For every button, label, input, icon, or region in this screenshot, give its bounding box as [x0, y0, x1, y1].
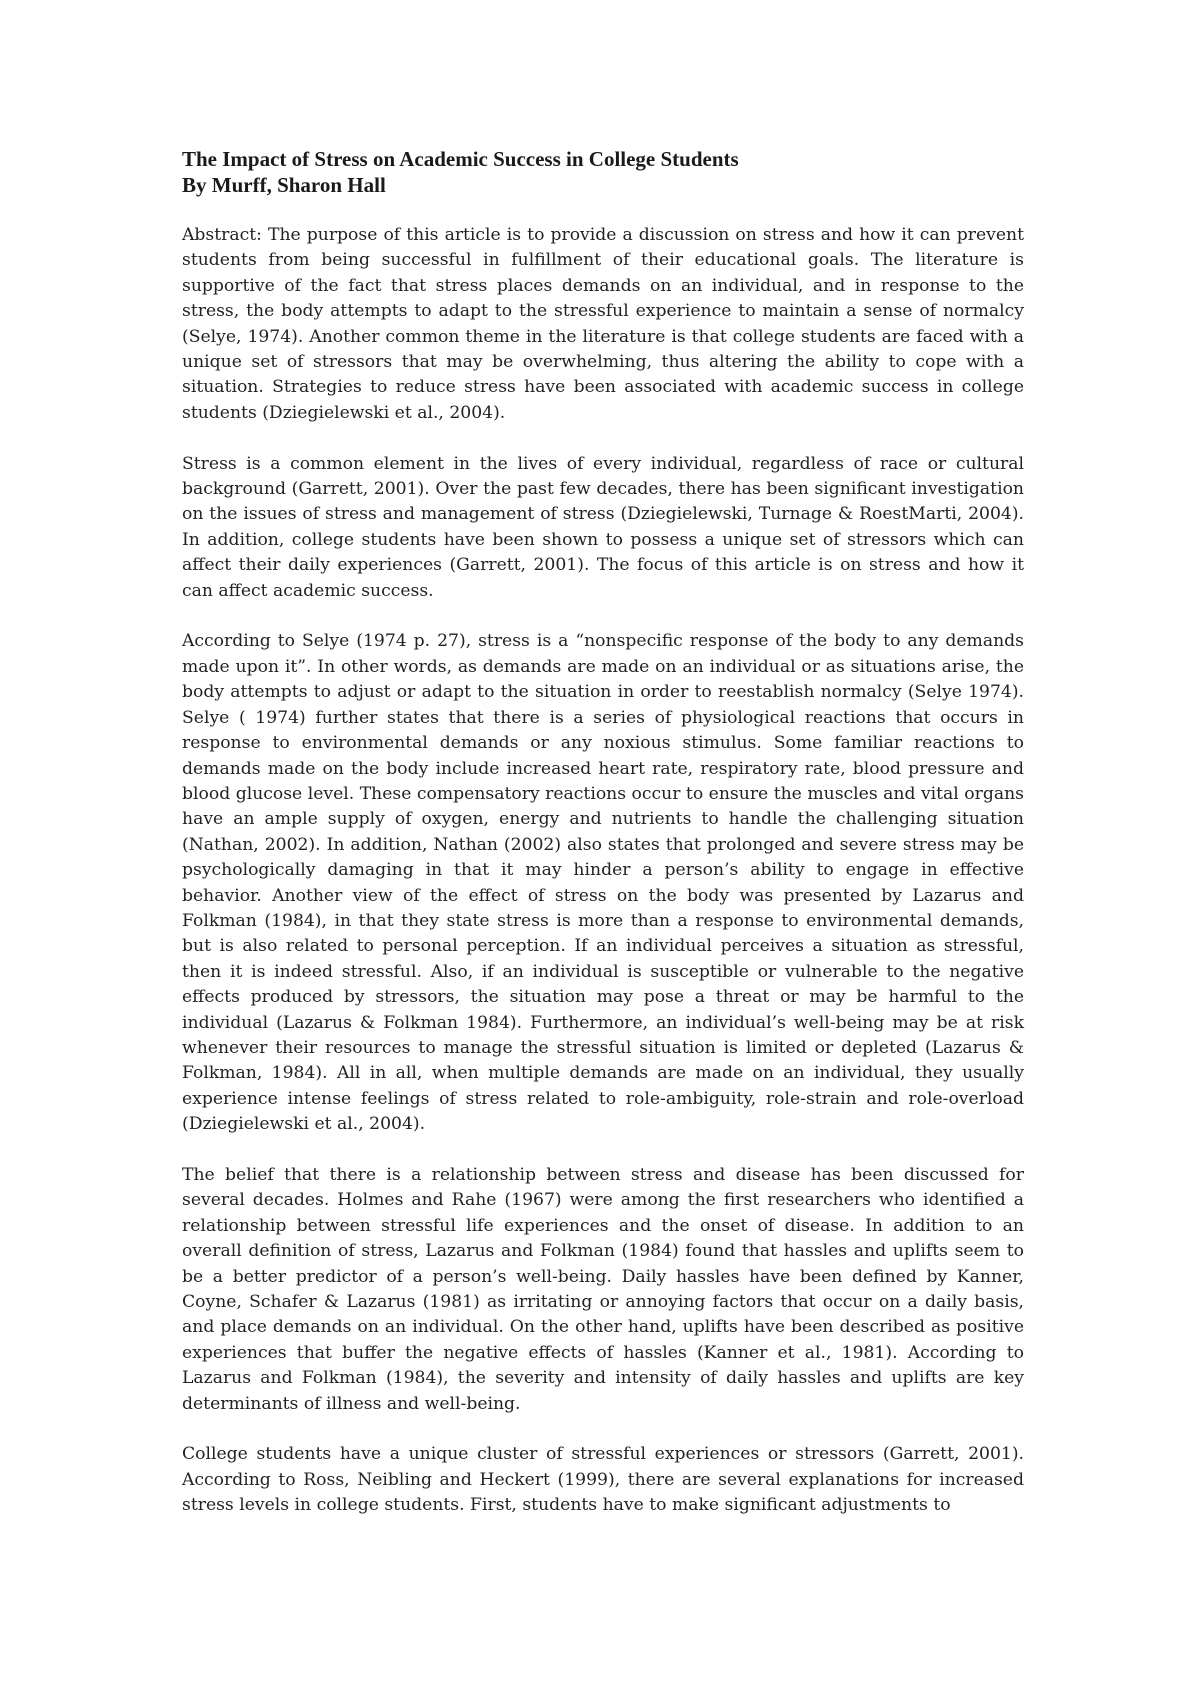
body-paragraph: Stress is a common element in the lives of every individual, regardless of race or cultural background (Garrett, 2001). Over the past few decades, there has been significant investigation on the issues of stress and management of stress (Dziegielewski, Turnage & RoestMarti, 2004). In addition, college students have been shown to possess a unique set of stressors which can affect their daily experiences (Garrett, 2001). The focus of this article is on stress and how it can affect academic success. [182, 453, 1024, 601]
body-paragraph: According to Selye (1974 p. 27), stress is a “nonspecific response of the body to any demands made upon it”. In other words, as demands are made on an individual or as situations arise, the body attempts to adjust or adapt to the situation in order to reestablish normalcy (Selye 1974). Selye ( 1974) further states that there is a series of physiological reactions that occurs in response to environmental demands or any noxious stimulus. Some familiar reactions to demands made on the body include increased heart rate, respiratory rate, blood pressure and blood glucose level. These compensatory reactions occur to ensure the muscles and vital organs have an ample supply of oxygen, energy and nutrients to handle the challenging situation (Nathan, 2002). In addition, Nathan (2002) also states that prolonged and severe stress may be psychologically damaging in that it may hinder a person’s ability to engage in effective behavior. Another view of the effect of stress on the body was presented by Lazarus and Folkman (1984), in that they state stress is more than a response to environmental demands, but is also related to personal perception. If an individual perceives a situation as stressful, then it is indeed stressful. Also, if an individual is susceptible or vulnerable to the negative effects produced by stressors, the situation may pose a threat or may be harmful to the individual (Lazarus & Folkman 1984). Furthermore, an individual’s well-being may be at risk whenever their resources to manage the stressful situation is limited or depleted (Lazarus & Folkman, 1984). All in all, when multiple demands are made on an individual, they usually experience intense feelings of stress related to role-ambiguity, role-strain and role-overload (Dziegielewski et al., 2004). [182, 631, 1024, 1135]
article-byline: By Murff, Sharon Hall [182, 173, 386, 197]
body-paragraph: The belief that there is a relationship between stress and disease has been discussed for several decades. Holmes and Rahe (1967) were among the first researchers who identified a relationship between stressful life experiences and the onset of disease. In addition to an overall definition of stress, Lazarus and Folkman (1984) found that hassles and uplifts seem to be a better predictor of a person’s well-being. Daily hassles have been defined by Kanner, Coyne, Schafer & Lazarus (1981) as irritating or annoying factors that occur on a daily basis, and place demands on an individual. On the other hand, uplifts have been described as positive experiences that buffer the negative effects of hassles (Kanner et al., 1981). According to Lazarus and Folkman (1984), the severity and intensity of daily hassles and uplifts are key determinants of illness and well-being. [182, 1164, 1024, 1414]
abstract-paragraph: Abstract: The purpose of this article is to provide a discussion on stress and how it can prevent students from being successful in fulfillment of their educational goals. The literature is supportive of the fact that stress places demands on an individual, and in response to the stress, the body attempts to adapt to the stressful experience to maintain a sense of normalcy (Selye, 1974). Another common theme in the literature is that college students are faced with a unique set of stressors that may be overwhelming, thus altering the ability to cope with a situation. Strategies to reduce stress have been associated with academic success in college students (Dziegielewski et al., 2004). [182, 225, 1024, 423]
article-body [182, 146, 1024, 1544]
body-paragraph: College students have a unique cluster of stressful experiences or stressors (Garrett, 2001). According to Ross, Neibling and Heckert (1999), there are several explanations for increased stress levels in college students. First, students have to make significant adjustments to [182, 1444, 1024, 1516]
article-title: The Impact of Stress on Academic Success in College Students [182, 147, 739, 171]
